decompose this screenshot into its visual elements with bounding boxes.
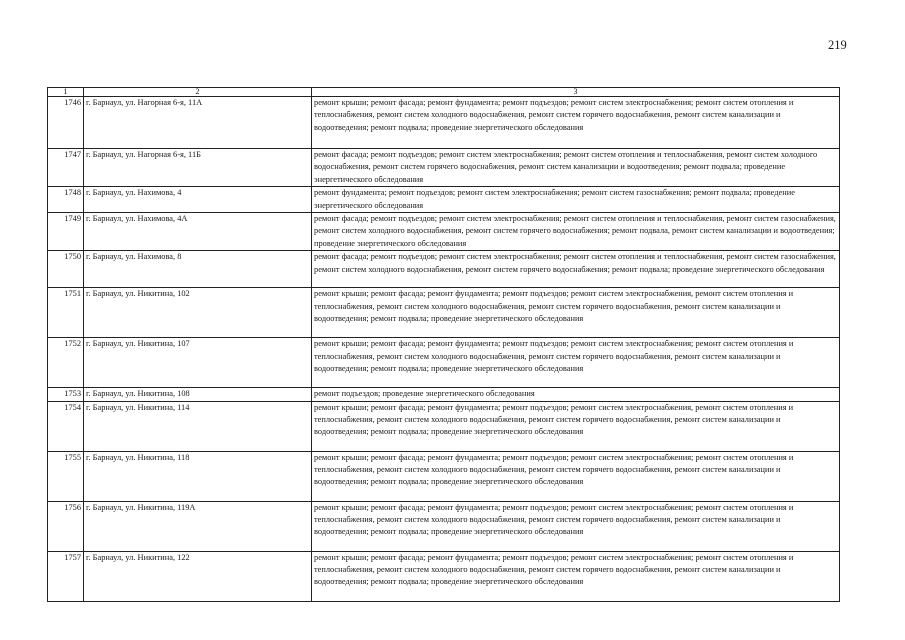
row-address: г. Барнаул, ул. Никитина, 107: [84, 338, 312, 388]
row-number: 1750: [48, 251, 84, 288]
row-address: г. Барнаул, ул. Никитина, 108: [84, 388, 312, 401]
row-works: ремонт фасада; ремонт подъездов; ремонт систем электроснабжения; ремонт систем отопления и теплоснабжения, ремонт систем газоснабжения, ремонт систем холодного водоснабжения, ремонт систем горячего водоснабжения; ремонт подвала; проведение энергетического обследования: [312, 251, 840, 288]
column-header-2: 2: [84, 88, 312, 97]
table-row: [48, 251, 840, 288]
table-row: [48, 501, 840, 551]
row-address: г. Барнаул, ул. Нахимова, 4: [84, 187, 312, 213]
row-address: г. Барнаул, ул. Никитина, 122: [84, 551, 312, 601]
column-header-1: 1: [48, 88, 84, 97]
row-address: г. Барнаул, ул. Никитина, 119А: [84, 501, 312, 551]
row-works: ремонт крыши; ремонт фасада; ремонт фундамента; ремонт подъездов; ремонт систем электроснабжения; ремонт систем отопления и теплоснабжения, ремонт систем холодного водоснабжения, ремонт систем горячего водоснабжения, ремонт систем канализации и водоотведения; ремонт подвала; проведение энергетического обследования: [312, 97, 840, 149]
row-number: 1754: [48, 401, 84, 451]
row-works: ремонт фундамента; ремонт подъездов; ремонт систем электроснабжения; ремонт систем газоснабжения; ремонт подвала; проведение энергетического обследования: [312, 187, 840, 213]
table-row: [48, 288, 840, 338]
row-number: 1751: [48, 288, 84, 338]
row-number: 1746: [48, 97, 84, 149]
table-row: [48, 401, 840, 451]
row-works: ремонт крыши; ремонт фасада; ремонт фундамента; ремонт подъездов; ремонт систем электроснабжения, ремонт систем отопления и теплоснабжения, ремонт систем холодного водоснабжения, ремонт систем горячего водоснабжения, ремонт систем канализации и водоотведения; ремонт подвала; проведение энергетического обследования: [312, 288, 840, 338]
table-row: [48, 97, 840, 149]
row-number: 1752: [48, 338, 84, 388]
row-number: 1755: [48, 451, 84, 501]
row-number: 1747: [48, 149, 84, 187]
row-works: ремонт крыши; ремонт фасада; ремонт фундамента; ремонт подъездов; ремонт систем электроснабжения; ремонт систем отопления и теплоснабжения, ремонт систем холодного водоснабжения, ремонт систем горячего водоснабжения, ремонт систем канализации и водоотведения; ремонт подвала; проведение энергетического обследования: [312, 338, 840, 388]
row-address: г. Барнаул, ул. Нагорная 6-я, 11Б: [84, 149, 312, 187]
table-row: [48, 451, 840, 501]
row-number: 1748: [48, 187, 84, 213]
table-row: [48, 213, 840, 251]
table-row: [48, 388, 840, 401]
row-address: г. Барнаул, ул. Никитина, 102: [84, 288, 312, 338]
column-header-3: 3: [312, 88, 840, 97]
row-number: 1753: [48, 388, 84, 401]
row-works: ремонт фасада; ремонт подъездов; ремонт систем электроснабжения; ремонт систем отопления и теплоснабжения, ремонт систем холодного водоснабжения, ремонт систем горячего водоснабжения, ремонт систем канализации и водоотведения; ремонт подвала; проведение энергетического обследования: [312, 149, 840, 187]
row-address: г. Барнаул, ул. Нахимова, 8: [84, 251, 312, 288]
row-number: 1756: [48, 501, 84, 551]
row-number: 1749: [48, 213, 84, 251]
row-works: ремонт подъездов; проведение энергетического обследования: [312, 388, 840, 401]
row-works: ремонт крыши; ремонт фасада; ремонт фундамента; ремонт подъездов; ремонт систем электроснабжения; ремонт систем отопления и теплоснабжения, ремонт систем холодного водоснабжения, ремонт систем горячего водоснабжения, ремонт систем канализации и водоотведения; ремонт подвала; проведение энергетического обследования: [312, 451, 840, 501]
row-works: ремонт фасада; ремонт подъездов; ремонт систем электроснабжения; ремонт систем отопления и теплоснабжения, ремонт систем газоснабжения, ремонт систем холодного водоснабжения, ремонт систем горячего водоснабжения; ремонт подвала, ремонт систем канализации и водоотведения; проведение энергетического обследования: [312, 213, 840, 251]
row-works: ремонт крыши; ремонт фасада; ремонт фундамента; ремонт подъездов; ремонт систем электроснабжения; ремонт систем отопления и теплоснабжения, ремонт систем холодного водоснабжения, ремонт систем горячего водоснабжения, ремонт систем канализации и водоотведения; ремонт подвала; проведение энергетического обследования: [312, 501, 840, 551]
row-address: г. Барнаул, ул. Никитина, 118: [84, 451, 312, 501]
row-address: г. Барнаул, ул. Нахимова, 4А: [84, 213, 312, 251]
row-address: г. Барнаул, ул. Нагорная 6-я, 11А: [84, 97, 312, 149]
row-works: ремонт крыши; ремонт фасада; ремонт фундамента; ремонт подъездов; ремонт систем электроснабжения; ремонт систем отопления и теплоснабжения, ремонт систем холодного водоснабжения, ремонт систем горячего водоснабжения, ремонт систем канализации и водоотведения; ремонт подвала; проведение энергетического обследования: [312, 551, 840, 601]
table-row: [48, 551, 840, 601]
row-number: 1757: [48, 551, 84, 601]
table-row: [48, 338, 840, 388]
table-row: [48, 149, 840, 187]
row-address: г. Барнаул, ул. Никитина, 114: [84, 401, 312, 451]
page-number: 219: [828, 38, 847, 52]
table-row: [48, 187, 840, 213]
table-header-row: [48, 88, 840, 97]
works-table: [47, 87, 840, 602]
row-works: ремонт крыши; ремонт фасада; ремонт фундамента; ремонт подъездов; ремонт систем электроснабжения, ремонт систем отопления и теплоснабжения, ремонт систем холодного водоснабжения, ремонт систем горячего водоснабжения, ремонт систем канализации и водоотведения; ремонт подвала; проведение энергетического обследования: [312, 401, 840, 451]
